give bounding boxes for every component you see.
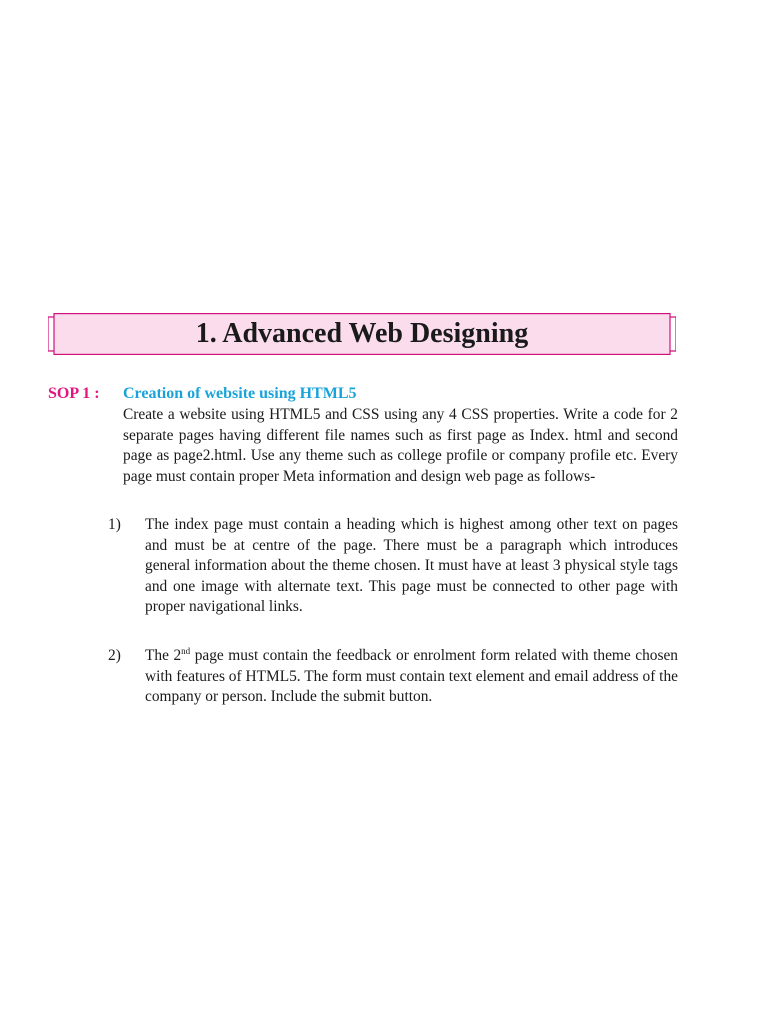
list-item [108,646,678,708]
list-item-text [145,646,678,708]
chapter-title: 1. Advanced Web Designing [195,318,529,349]
chapter-banner [48,313,676,355]
list-item [108,515,678,618]
sop-intro-paragraph: Create a website using HTML5 and CSS using any 4 CSS properties. Write a code for 2 separate pages having different file names such as first page as Index. html and second page as page2.html. Use any theme such as college profile or company profile etc. Every page must contain proper Meta information and design web page as follows- [123,406,678,485]
ordinal-superscript: nd [181,645,191,656]
list-item-text: The index page must contain a heading which is highest among other text on pages and must be at centre of the page. There must be a paragraph which introduces general information about the theme chosen. It must have at least 3 physical style tags and one image with alternate text. This page must be connected to other page with proper navigational links. [145,516,678,615]
list-item-text-start: The 2 [145,647,182,664]
list-item-number: 2) [108,647,121,664]
list-item-text-end: page must contain the feedback or enrolment form related with theme chosen with features of HTML5. The form must contain text element and email address of the company or person. Include the submit button. [145,647,678,705]
list-item-number: 1) [108,516,121,533]
sop-title: Creation of website using HTML5 [123,385,357,402]
sop-label: SOP 1 : [48,385,100,402]
